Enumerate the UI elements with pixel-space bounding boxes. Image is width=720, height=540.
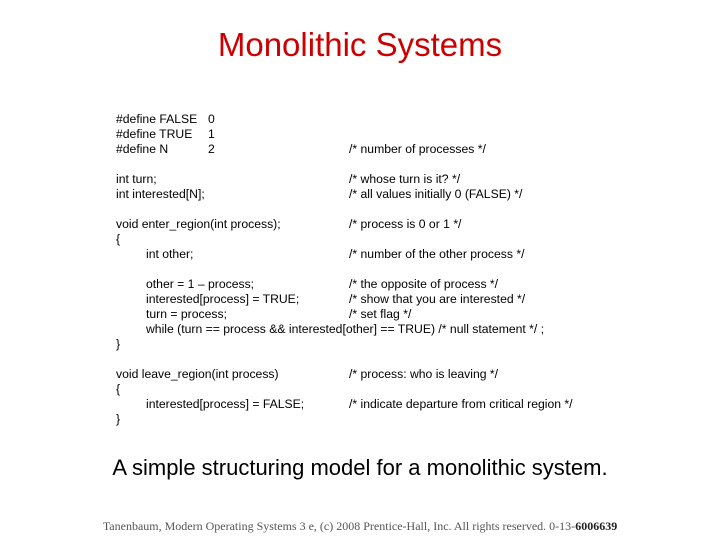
code-text: int interested[N];	[116, 187, 205, 201]
code-text: #define FALSE	[116, 112, 198, 126]
code-text: }	[116, 337, 121, 351]
code-text: {	[116, 382, 121, 396]
code-comment: /* set flag */	[349, 307, 412, 321]
code-line	[116, 307, 412, 322]
footer-copyright	[0, 519, 720, 534]
code-line	[116, 382, 130, 397]
code-text: turn = process;	[146, 307, 227, 321]
footer-text: Tanenbaum, Modern Operating Systems 3 e, (c) 2008 Prentice-Hall, Inc. All rights reserved. 0-13-	[102, 519, 576, 533]
code-line	[116, 217, 462, 232]
slide-title: Monolithic Systems	[217, 26, 503, 63]
code-line	[116, 292, 526, 307]
code-comment: /* indicate departure from critical region */	[349, 397, 573, 411]
code-comment: /* the opposite of process */	[349, 277, 499, 291]
code-line	[116, 412, 130, 427]
slide-caption: A simple structuring model for a monolithic system.	[112, 455, 608, 480]
code-text: {	[116, 232, 121, 246]
code-text: #define TRUE	[116, 127, 193, 141]
code-value: 1	[208, 127, 215, 141]
code-line	[116, 337, 130, 352]
code-line	[116, 172, 461, 187]
code-comment: /* number of the other process */	[349, 247, 525, 261]
code-text: interested[process] = FALSE;	[146, 397, 305, 411]
code-line	[116, 397, 573, 412]
code-value: 0	[208, 112, 215, 126]
code-comment: /* process: who is leaving */	[349, 367, 499, 381]
code-text: #define N	[116, 142, 169, 156]
code-comment: /* process is 0 or 1 */	[349, 217, 462, 231]
code-text: other = 1 – process;	[146, 277, 255, 291]
code-line	[116, 127, 215, 142]
code-listing	[116, 112, 596, 430]
code-comment: /* show that you are interested */	[349, 292, 526, 306]
code-comment: /* all values initially 0 (FALSE) */	[349, 187, 523, 201]
code-line	[116, 277, 499, 292]
code-line	[116, 322, 545, 337]
code-line	[116, 232, 130, 247]
code-text: while (turn == process && interested[other] == TRUE) /* null statement */ ;	[146, 322, 545, 336]
code-comment: /* number of processes */	[349, 142, 486, 156]
code-text: void leave_region(int process)	[116, 367, 279, 381]
code-value: 2	[208, 142, 215, 156]
code-text: int turn;	[116, 172, 157, 186]
code-line	[116, 247, 525, 262]
code-line	[116, 112, 215, 127]
code-text: interested[process] = TRUE;	[146, 292, 300, 306]
code-text: }	[116, 412, 121, 426]
code-text: void enter_region(int process);	[116, 217, 281, 231]
code-line	[116, 142, 486, 157]
code-comment: /* whose turn is it? */	[349, 172, 461, 186]
footer-id: 6006639	[575, 519, 618, 533]
code-line	[116, 367, 499, 382]
code-text: int other;	[146, 247, 194, 261]
code-line	[116, 187, 523, 202]
